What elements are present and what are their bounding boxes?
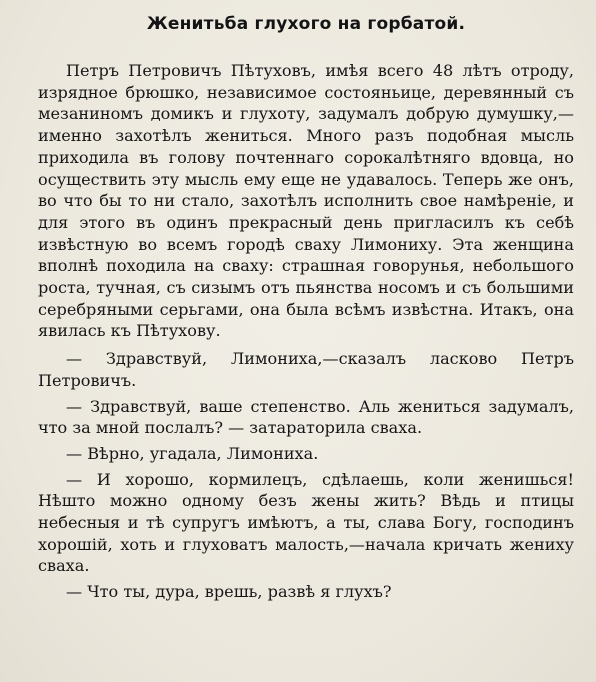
dialogue-line: — Здравствуй, Лимониха,—сказалъ ласково Петръ Петровичъ. (38, 349, 574, 390)
dialogue-line: — И хорошо, кормилецъ, сдѣлаешь, коли женишься! Нѣшто можно одному безъ жены жить? Вѣдь и птицы небесныя и тѣ супругъ имѣютъ, а ты, слава Богу, господинъ хорошій, хоть и глуховатъ малость,—начала кричать жениху сваха. (38, 469, 574, 576)
dialogue-line: — Что ты, дура, врешь, развѣ я глухъ? (66, 582, 392, 602)
dialogue-line: — Здравствуй, ваше степенство. Аль жениться задумалъ, что за мной послалъ? — затараторила сваха. (38, 396, 574, 438)
story-text (38, 60, 574, 603)
dialogue-line: — Вѣрно, угадала, Лимониха. (66, 443, 319, 463)
paragraph-intro: Петръ Петровичъ Пѣтуховъ, имѣя всего 48 лѣтъ отроду, изрядное брюшко, независимое состояньице, деревянный съ мезаниномъ домикъ и глухоту, задумалъ добрую думушку,—именно захотѣлъ жениться. Много разъ подобная мысль приходила въ голову почтеннаго сорокалѣтняго вдовца, но осуществить эту мысль ему еще не удавалось. Теперь же онъ, во что бы то ни стало, захотѣлъ исполнить свое намѣреніе, и для этого въ одинъ прекрасный день пригласилъ къ себѣ извѣстную во всемъ городѣ сваху Лимониху. Эта женщина вполнѣ походила на сваху: страшная говорунья, небольшого роста, тучная, съ сизымъ отъ пьянства носомъ и съ большими серебряными серьгами, она была всѣмъ извѣстна. Итакъ, она явилась къ Пѣтухову. (38, 61, 574, 341)
page-title: Женитьба глухого на горбатой. (146, 14, 466, 34)
